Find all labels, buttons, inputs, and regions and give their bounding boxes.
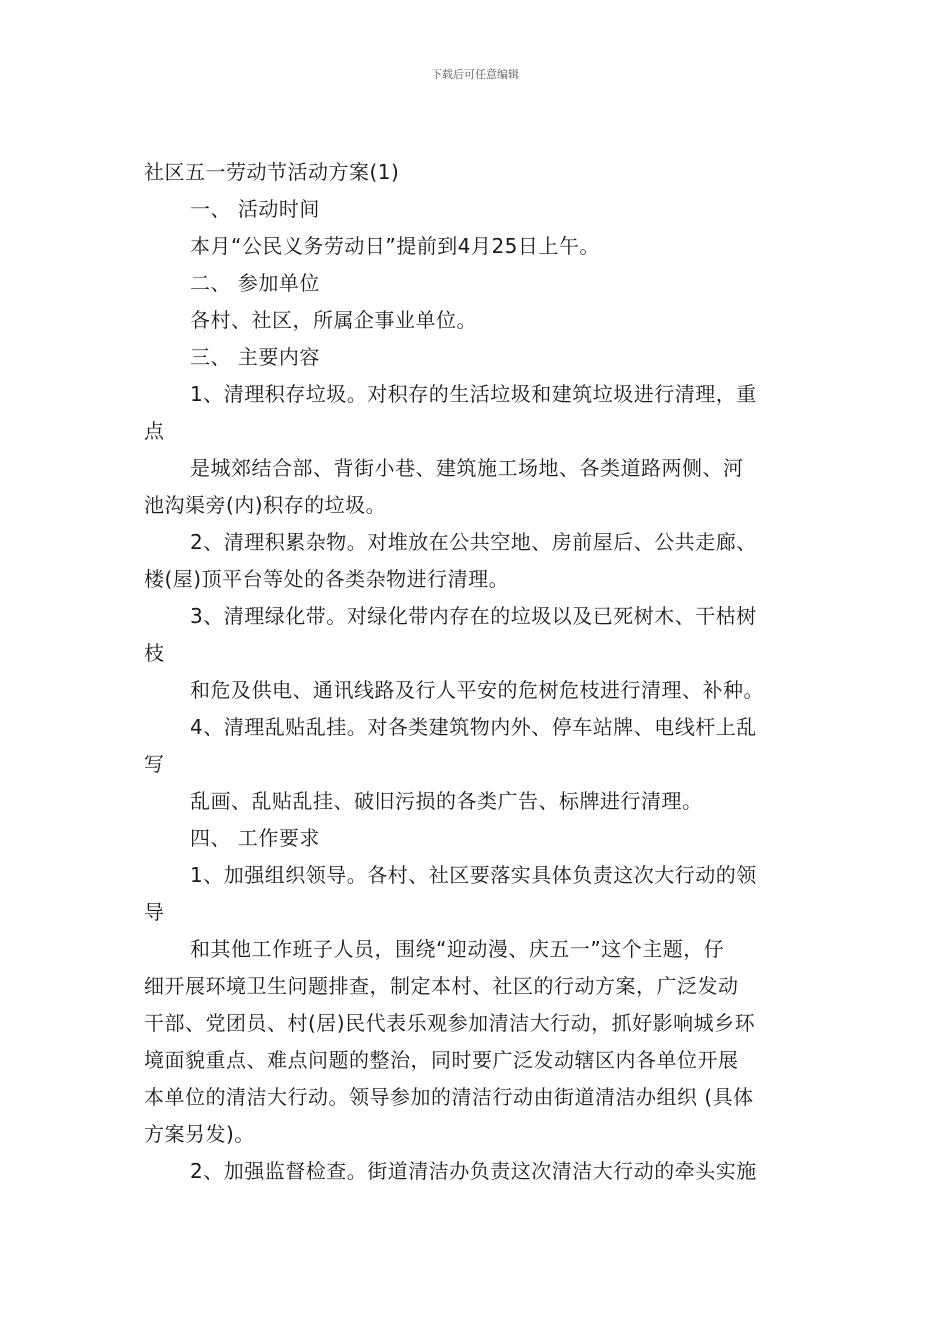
text-line: 池沟渠旁(内)积存的垃圾。 (144, 493, 387, 517)
text-line: 各村、社区，所属企事业单位。 (190, 308, 477, 332)
text-line: 2、清理积累杂物。对堆放在公共空地、房前屋后、公共走廊、 (190, 530, 757, 554)
text-line: 4、清理乱贴乱挂。对各类建筑物内外、停车站牌、电线杆上乱 (190, 715, 757, 739)
document-lines (144, 191, 808, 1190)
text-line: 二、 参加单位 (190, 271, 320, 295)
text-line: 四、 工作要求 (190, 826, 320, 850)
text-line: 楼(屋)顶平台等处的各类杂物进行清理。 (144, 567, 510, 591)
text-line: 三、 主要内容 (190, 345, 320, 369)
text-line: 和其他工作班子人员，围绕“迎动漫、庆五一”这个主题，仔 (190, 937, 725, 961)
text-line: 和危及供电、通讯线路及行人平安的危树危枝进行清理、补种。 (190, 678, 764, 702)
document-title: 社区五一劳动节活动方案(1) (144, 160, 400, 184)
text-line: 干部、党团员、村(居)民代表乐观参加清洁大行动，抓好影响城乡环 (144, 1011, 756, 1035)
text-line: 导 (144, 900, 165, 924)
text-line: 一、 活动时间 (190, 197, 320, 221)
text-line: 本单位的清洁大行动。领导参加的清洁行动由街道清洁办组织 (具体 (144, 1085, 754, 1109)
text-line: 方案另发)。 (144, 1122, 255, 1146)
text-line: 写 (144, 752, 165, 776)
text-line: 3、清理绿化带。对绿化带内存在的垃圾以及已死树木、干枯树 (190, 604, 757, 628)
text-line: 点 (144, 419, 165, 443)
text-line: 境面貌重点、难点问题的整治，同时要广泛发动辖区内各单位开展 (144, 1048, 739, 1072)
document-body (144, 154, 808, 1190)
text-line: 2、加强监督检查。街道清洁办负责这次清洁大行动的牵头实施 (190, 1159, 757, 1183)
text-line: 细开展环境卫生问题排查，制定本村、社区的行动方案，广泛发动 (144, 974, 739, 998)
text-line: 1、加强组织领导。各村、社区要落实具体负责这次大行动的领 (190, 863, 757, 887)
text-line: 是城郊结合部、背街小巷、建筑施工场地、各类道路两侧、河 (190, 456, 744, 480)
page-header: 下载后可任意编辑 (431, 68, 519, 81)
text-line: 本月“公民义务劳动日”提前到4月25日上午。 (190, 234, 600, 258)
text-line: 枝 (144, 641, 165, 665)
text-line: 乱画、乱贴乱挂、破旧污损的各类广告、标牌进行清理。 (190, 789, 703, 813)
text-line: 1、清理积存垃圾。对积存的生活垃圾和建筑垃圾进行清理，重 (190, 382, 757, 406)
